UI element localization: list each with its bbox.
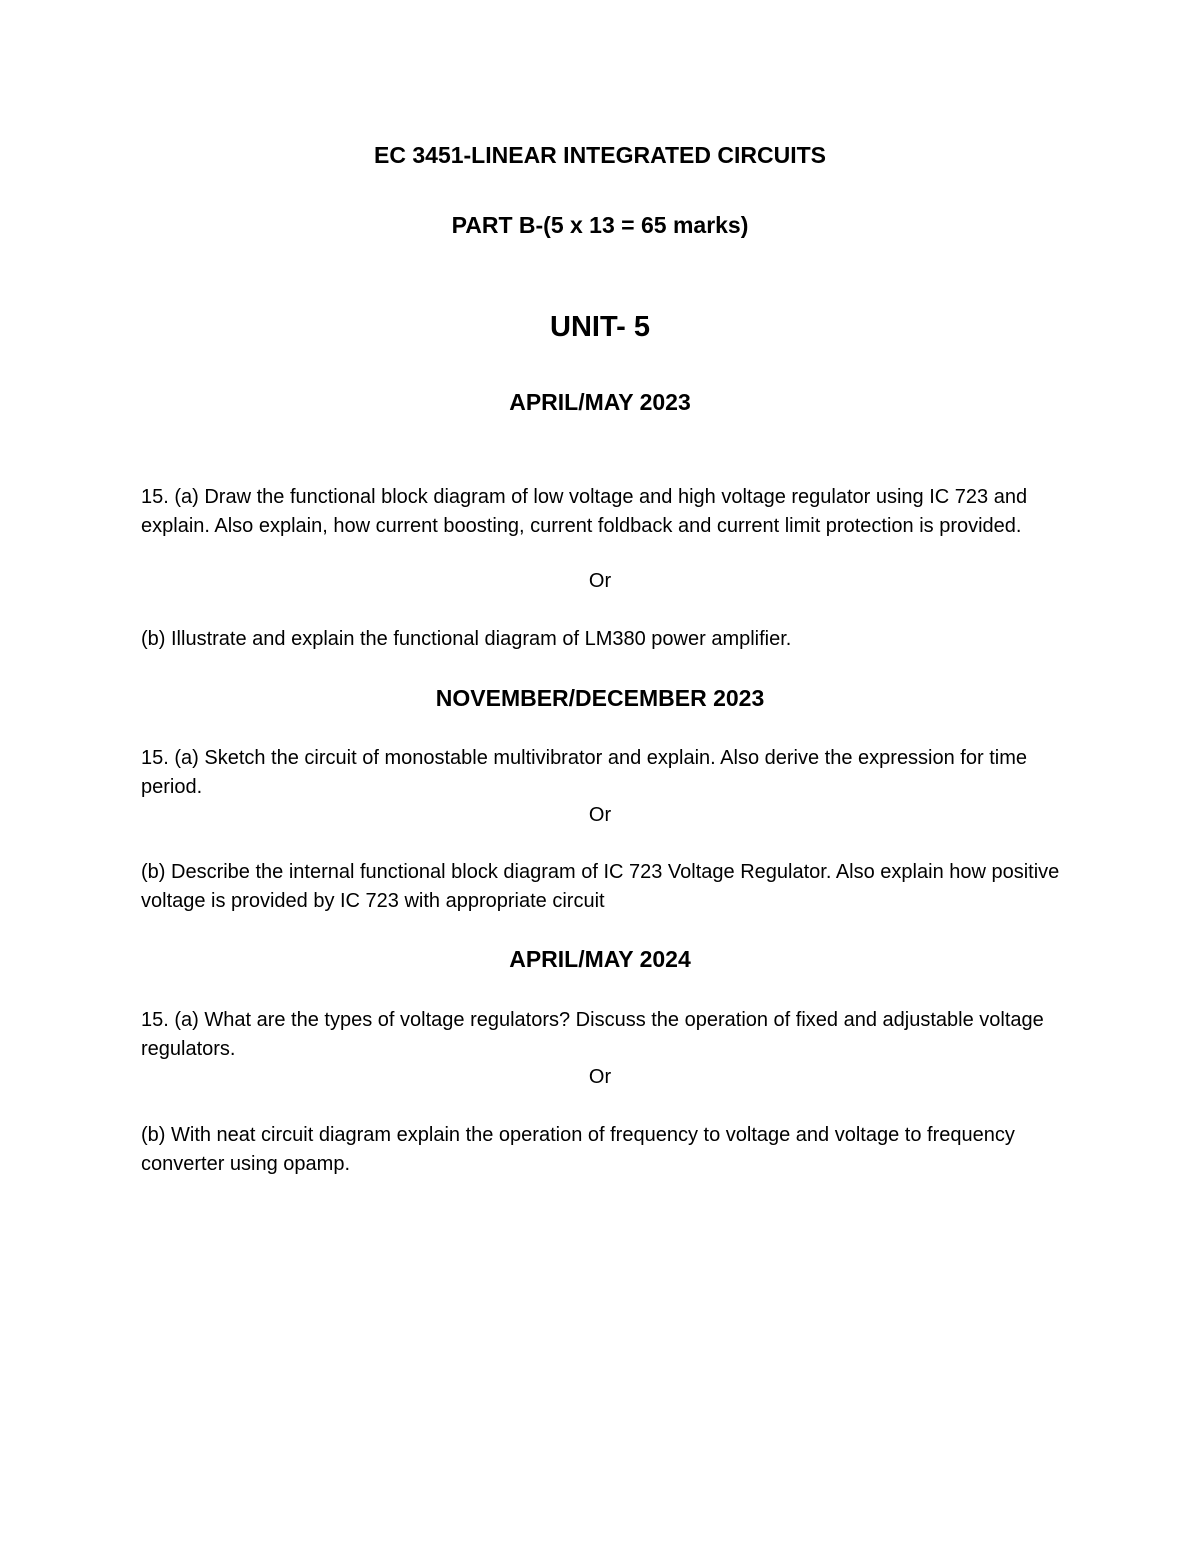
course-title: EC 3451-LINEAR INTEGRATED CIRCUITS [374,142,826,168]
or-separator: Or [588,804,612,826]
or-separator: Or [588,570,612,592]
session-heading: NOVEMBER/DECEMBER 2023 [435,685,765,711]
or-separator: Or [588,1066,612,1088]
question-b: (b) Illustrate and explain the functional diagram of LM380 power amplifier. [141,628,792,650]
question-a: 15. (a) Sketch the circuit of monostable multivibrator and explain. Also derive the expression for time period. [141,747,1027,798]
question-a: 15. (a) What are the types of voltage regulators? Discuss the operation of fixed and adjustable voltage regulators. [141,1009,1044,1060]
question-b: (b) With neat circuit diagram explain the operation of frequency to voltage and voltage to frequency converter using opamp. [141,1124,1015,1175]
unit-title: UNIT- 5 [550,311,650,343]
session-heading: APRIL/MAY 2023 [509,389,691,415]
question-a: 15. (a) Draw the functional block diagram of low voltage and high voltage regulator using IC 723 and explain. Also explain, how current boosting, current foldback and current limit protection is provided. [141,486,1028,537]
question-b: (b) Describe the internal functional block diagram of IC 723 Voltage Regulator. Also explain how positive voltage is provided by IC 723 with appropriate circuit [141,861,1060,912]
session-heading: APRIL/MAY 2024 [509,946,691,972]
part-title: PART B-(5 x 13 = 65 marks) [451,212,749,238]
